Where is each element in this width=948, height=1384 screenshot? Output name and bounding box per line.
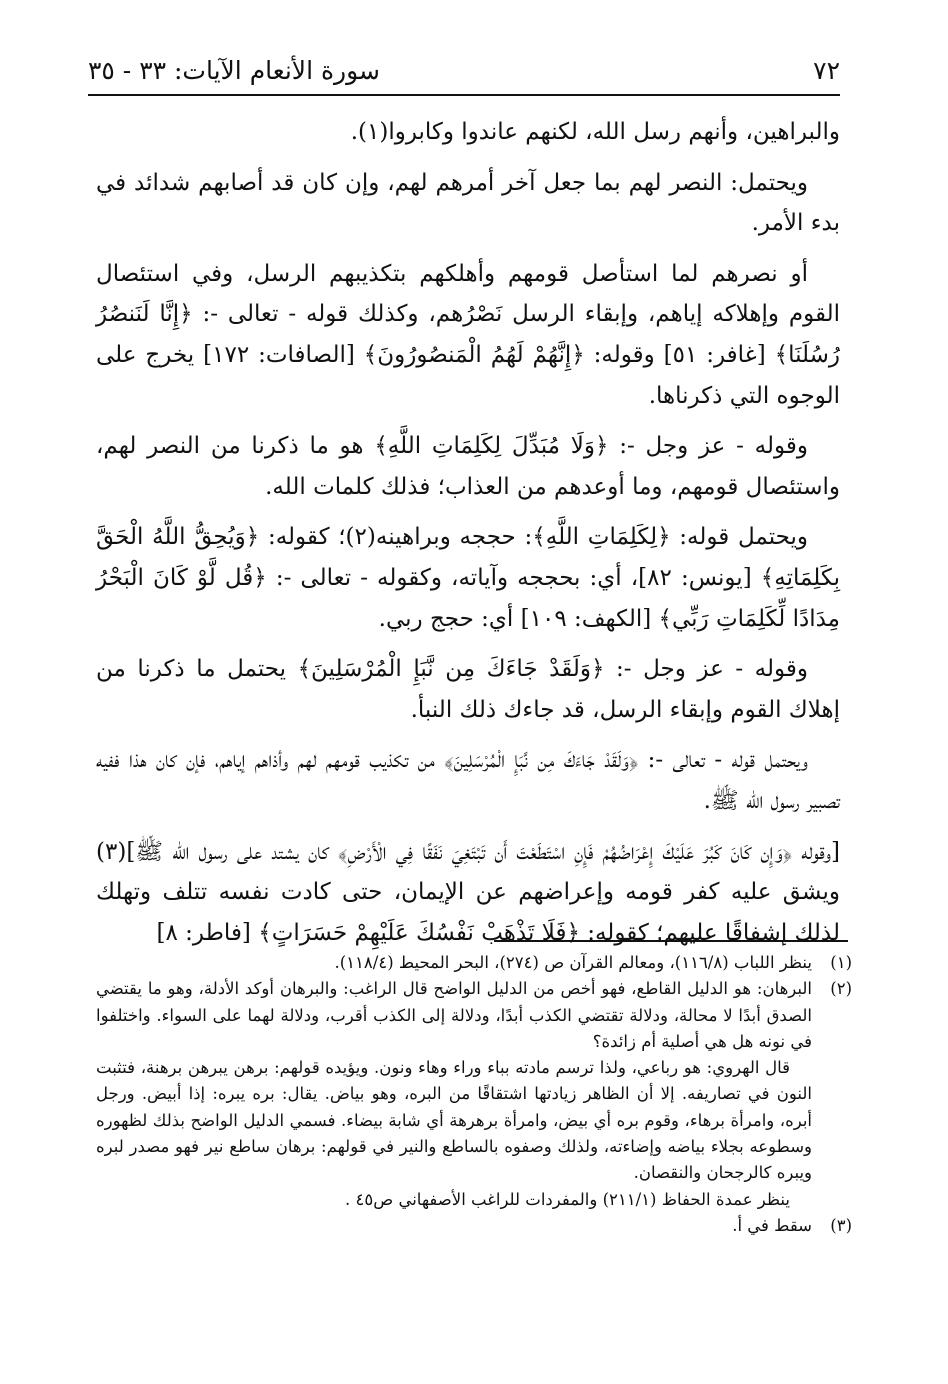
paragraph: والبراهين، وأنهم رسل الله، لكنهم عاندوا وكابروا(١).: [350, 119, 840, 145]
paragraph: [وقوله ﴿وَإِن كَانَ كَبُرَ عَلَيْكَ إِعْرَاضُهُمْ فَإِنِ اسْتَطَعْتَ أَن تَبْتَغِيَ نَفَقًا فِي الْأَرْضِ﴾ كان يشتد على رسول الله ﷺ](٣) ويشق عليه كفر قومه وإعراضهم عن الإيمان، حتى كادت نفسه تتلف وتهلك لذلك إشفاقًا عليهم؛ كقوله: ﴿فَلَا تَذْهَبْ نَفْسُكَ عَلَيْهِمْ حَسَرَاتٍ﴾ [فاطر: ٨]: [96, 838, 840, 946]
footnote-number: (٣): [830, 1215, 852, 1235]
footnote-separator: [494, 940, 848, 942]
paragraph: وقوله - عز وجل -: ﴿وَلَقَدْ جَاءَكَ مِن نَّبَإِ الْمُرْسَلِينَ﴾ يحتمل ما ذكرنا من إهلاك القوم وإبقاء الرسل، قد جاءك ذلك النبأ.: [96, 656, 840, 723]
footnote-text: البرهان: هو الدليل القاطع، فهو أخص من الدليل الواضح قال الراغب: والبرهان أوكد الأدلة، وهو ما يقتضي الصدق أبدًا لا محالة، ودلالة تقتضي الكذب أبدًا، ودلالة إلى الكذب أقرب، ودلالة لهما على السواء. واختلفوا في نونه هل هي أصلية أم زائدة؟: [96, 979, 812, 1051]
paragraph: ويحتمل: النصر لهم بما جعل آخر أمرهم لهم، وإن كان قد أصابهم شدائد في بدء الأمر.: [96, 169, 840, 237]
footnote: [96, 950, 852, 976]
footnote-continuation: قال الهروي: هو رباعي، ولذا ترسم مادته بباء وراء وهاء ونون. ويؤيده قولهم: برهن يبرهن برهنة، فتثبت النون في تصاريفه. إلا أن الظاهر زيادتها اشتقاقًا من البره، وهو بياض. يقال: بره يبره: إذا أبيض. ورجل أبره، وامرأة برهاء، وقوم بره أي بيض، وامرأة برهرهة أي شابة بيضاء. فسمي الدليل الواضح بذلك لظهوره وسطوعه بجلاء بياضه وإضاءته، ولذلك وصفوه بالساطع والنير في قولهم: برهان ساطع نير فهو مصدر لبره ويبره كالرجحان والنقصان.: [96, 1058, 812, 1183]
paragraph: وقوله - عز وجل -: ﴿وَلَا مُبَدِّلَ لِكَلِمَاتِ اللَّهِ﴾ هو ما ذكرنا من النصر لهم، واستئصال قومهم، وما أوعدهم من العذاب؛ فذلك كلمات الله.: [96, 433, 840, 500]
page-header: [88, 54, 840, 96]
page-number: ٧٢: [813, 56, 840, 85]
footnote-number: (٢): [830, 979, 852, 999]
running-title: سورة الأنعام الآيات: ٣٣ - ٣٥: [88, 56, 380, 85]
footnote-number: (١): [830, 953, 852, 972]
footnote-text: ينظر اللباب (١١٦/٨)، ومعالم القرآن ص (٢٧٤)، البحر المحيط (١١٨/٤).: [334, 953, 812, 972]
footnote-reference: ينظر عمدة الحفاظ (٢١١/١) والمفردات للراغب الأصفهاني ص٤٥ .: [345, 1189, 790, 1209]
footnote: [96, 976, 852, 1055]
footnote-text: سقط في أ.: [732, 1215, 812, 1235]
main-text: [96, 112, 840, 963]
footnote: [96, 1213, 852, 1239]
paragraph: ويحتمل قوله - تعالى -: ﴿وَلَقَدْ جَاءَكَ مِن نَّبَإِ الْمُرْسَلِينَ﴾ من تكذيب قومهم لهم وأذاهم إياهم، فإن كان هذا ففيه تصبير رسول الله ﷺ.: [96, 747, 840, 814]
paragraph: أو نصرهم لما استأصل قومهم وأهلكهم بتكذيبهم الرسل، وفي استئصال القوم وإهلاكه إياهم، وإبقاء الرسل نَصْرُهم، وكذلك قوله - تعالى -: ﴿إِنَّا لَنَنصُرُ رُسُلَنَا﴾ [غافر: ٥١] وقوله: ﴿إِنَّهُمْ لَهُمُ الْمَنصُورُونَ﴾ [الصافات: ١٧٢] يخرج على الوجوه التي ذكرناها.: [96, 260, 841, 409]
paragraph: ويحتمل قوله: ﴿لِكَلِمَاتِ اللَّهِ﴾: حججه وبراهينه(٢)؛ كقوله: ﴿وَيُحِقُّ اللَّهُ الْحَقَّ بِكَلِمَاتِهِ﴾ [يونس: ٨٢]، أي: بحججه وآياته، وكقوله - تعالى -: ﴿قُل لَّوْ كَانَ الْبَحْرُ مِدَادًا لِّكَلِمَاتِ رَبِّي﴾ [الكهف: ١٠٩] أي: حجج ربي.: [96, 524, 840, 632]
footnotes: [96, 950, 852, 1239]
